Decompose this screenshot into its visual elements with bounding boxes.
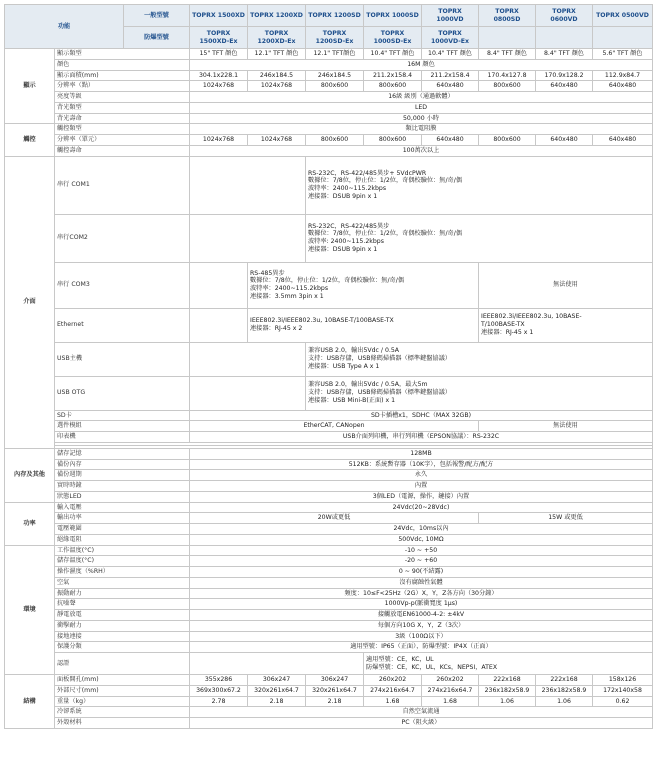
cell: 10.4" TFT 顏色 [422, 49, 479, 60]
spec-line: 數據位：7/8位，停止位：1/2位，奇偶校驗位：無/奇/偶 [308, 230, 463, 238]
cell: EtherCAT, CANopen [190, 421, 479, 432]
spec-line: 連接器：USB Mini-B(正面) x 1 [308, 396, 396, 404]
cell: 222x168 [479, 675, 536, 686]
item-label: 保護分類 [55, 642, 190, 653]
spec-line: 連接器：DSUB 9pin x 1 [308, 192, 378, 200]
struct-cutout-row [5, 675, 653, 686]
spacer [190, 342, 306, 376]
cell: 320x261x64.7 [248, 685, 306, 696]
spacer [190, 156, 306, 214]
item-label: 工作溫度(°C) [55, 545, 190, 556]
cell: 640x480 [536, 135, 593, 146]
ex-model-4: TOPRX 1000SD-Ex [364, 27, 422, 49]
cell: 306x247 [306, 675, 364, 686]
function-label: 功能 [5, 5, 124, 49]
cell: 自然空氣流通 [190, 707, 653, 718]
section-interface: 介面 [5, 156, 55, 448]
item-label: 靜電放電 [55, 610, 190, 621]
item-label: 儲存記憶 [55, 448, 190, 459]
item-label: SD卡 [55, 410, 190, 421]
cell: 100萬次以上 [190, 145, 653, 156]
cell: 369x300x67.2 [190, 685, 248, 696]
spec-line: 波特率：2400~115.2kbps [250, 285, 329, 292]
cell: 211.2x158.4 [422, 70, 479, 81]
cell: 800x600 [479, 81, 536, 92]
spec-line: 連接器：DSUB 9pin x 1 [308, 245, 378, 253]
cell: 1.68 [364, 696, 422, 707]
ex-model-5: TOPRX 1000VD-Ex [422, 27, 479, 49]
cell: PC（阻火級） [190, 718, 653, 729]
env-noise-row [5, 599, 653, 610]
cell: LED [190, 102, 653, 113]
model-2: TOPRX 1200XD [248, 5, 306, 27]
env-shock-row [5, 620, 653, 631]
display-color-row [5, 59, 653, 70]
item-label: 空氣 [55, 577, 190, 588]
item-label: 重量（kg） [55, 696, 190, 707]
cell: 274x216x64.7 [422, 685, 479, 696]
cell: 10.4" TFT 顏色 [364, 49, 422, 60]
display-type-row [5, 49, 653, 60]
item-label: 備份內存 [55, 459, 190, 470]
power-input-row [5, 502, 653, 513]
cell: 800x600 [306, 135, 364, 146]
item-label: 認證 [55, 653, 190, 675]
explosion-model-label: 防爆型號 [124, 27, 190, 49]
spec-line: IEEE802.3i/IEEE802.3u, 10BASE- [481, 313, 582, 321]
item-label: 分辨率（點） [55, 81, 190, 92]
cell: 800x600 [364, 81, 422, 92]
spec-line: 兼容USB 2.0，輸出5Vdc / 0.5A [308, 347, 400, 355]
cell: 355x286 [190, 675, 248, 686]
model-3: TOPRX 1200SD [306, 5, 364, 27]
cell: 260x202 [422, 675, 479, 686]
cell: 306x247 [248, 675, 306, 686]
cell: 5.6" TFT 顏色 [593, 49, 653, 60]
cell: 8.4" TFT 顏色 [536, 49, 593, 60]
spec-line: 連接器：USB Type A x 1 [308, 362, 380, 370]
cell: 222x168 [536, 675, 593, 686]
com3-row [5, 262, 653, 308]
item-label: 顯示類型 [55, 49, 190, 60]
touch-type-row [5, 124, 653, 135]
power-range-row [5, 524, 653, 535]
item-label: 絕緣電阻 [55, 534, 190, 545]
cell: 304.1x228.1 [190, 70, 248, 81]
cell: 1024x768 [248, 81, 306, 92]
com2-row [5, 214, 653, 262]
display-brightness-row [5, 92, 653, 103]
spec-line: 兼容USB 2.0，輸出5Vdc / 0.5A，最大5m [308, 381, 428, 389]
cell: 12.1" TFT顏色 [306, 49, 364, 60]
model-6: TOPRX 0800SD [479, 5, 536, 27]
fieldbus-row [5, 421, 653, 432]
item-label: 外殼材料 [55, 718, 190, 729]
spec-line: IEEE802.3i/IEEE802.3u, 10BASE-T/100BASE-TX [250, 317, 394, 325]
cell: 2.78 [190, 696, 248, 707]
spec-line: 防爆型號：CE，KC，UL，KCs，NEPSI，ATEX [366, 663, 498, 671]
cell: USB介面列印機，串行列印機（EPSON協議）：RS-232C [190, 432, 653, 443]
usb-host-spec [306, 342, 653, 376]
spec-line: 波特率：2400~115.2kbps [308, 185, 387, 192]
cell: 每個方向10G X，Y，Z（3次） [190, 620, 653, 631]
item-label: 輸出功率 [55, 513, 190, 524]
cell: 1024x768 [190, 135, 248, 146]
cell: 2.18 [248, 696, 306, 707]
com3-unavailable: 無法使用 [479, 262, 653, 308]
ethernet-row [5, 308, 653, 342]
section-power: 功率 [5, 502, 55, 545]
touch-resolution-row [5, 135, 653, 146]
cell: 永久 [190, 470, 653, 481]
cell: 內置 [190, 481, 653, 492]
item-label: 外部尺寸(mm) [55, 685, 190, 696]
ex-model-2: TOPRX 1200XD-Ex [248, 27, 306, 49]
com1-row [5, 156, 653, 214]
section-structure: 結構 [5, 675, 55, 729]
spec-line: RS-232C，RS-422/485異步 [308, 222, 390, 230]
cell: 2.18 [306, 696, 364, 707]
cell: 512KB：系統暫存器（10K字），包括報警/配方/配方 [190, 459, 653, 470]
item-label: 電壓範圍 [55, 524, 190, 535]
cell: 1000Vp-p(脈衝寬度 1μs) [190, 599, 653, 610]
ethernet-spec-b [479, 308, 653, 342]
cell: 15" TFT 顏色 [190, 49, 248, 60]
spacer [190, 214, 306, 262]
spec-line: 波特率: 2400~115.2kbps [308, 238, 384, 245]
cell: 1024x768 [190, 81, 248, 92]
spec-line: T/100BASE-TX [481, 321, 525, 329]
section-touch: 觸控 [5, 124, 55, 156]
cell: 沒有腐蝕性氣體 [190, 577, 653, 588]
cell: 50,000 小時 [190, 113, 653, 124]
ex-model-1: TOPRX 1500XD-Ex [190, 27, 248, 49]
cell: 1024x768 [248, 135, 306, 146]
printer-row [5, 432, 653, 443]
cell: 8.4" TFT 顏色 [479, 49, 536, 60]
spec-line: 數據位：7/8位，停止位：1/2位，奇偶校驗位：無/奇/偶 [250, 277, 405, 285]
item-label: 選件模組 [55, 421, 190, 432]
item-label: 分辨率（單元） [55, 135, 190, 146]
item-label: Ethernet [55, 308, 190, 342]
item-label: 背光類型 [55, 102, 190, 113]
env-vibration-row [5, 588, 653, 599]
storage-rtc-row [5, 481, 653, 492]
cell: 236x182x58.9 [479, 685, 536, 696]
storage-led-row [5, 491, 653, 502]
cell: 170.4x127.8 [479, 70, 536, 81]
cell: 24Vdc，10ms以內 [190, 524, 653, 535]
env-cert-row [5, 653, 653, 675]
struct-weight-row [5, 696, 653, 707]
spacer [190, 262, 248, 308]
storage-backup-row [5, 459, 653, 470]
struct-material-row [5, 718, 653, 729]
struct-outer-row [5, 685, 653, 696]
model-8: TOPRX 0500VD [593, 5, 653, 27]
header-row-general [5, 5, 653, 27]
item-label: 串行 COM1 [55, 156, 190, 214]
cell: 640x480 [422, 81, 479, 92]
cell: 1.06 [536, 696, 593, 707]
model-5: TOPRX 1000VD [422, 5, 479, 27]
item-label: USB主機 [55, 342, 190, 376]
cell: 246x184.5 [306, 70, 364, 81]
spacer [190, 308, 248, 342]
cell: 適用型號：IP65（正面），防爆型號：IP4X（正面） [190, 642, 653, 653]
cell: 20W或更低 [190, 513, 479, 524]
cell: 320x261x64.7 [306, 685, 364, 696]
item-label: 抗噪聲 [55, 599, 190, 610]
cell: 16級 級別（通過軟體） [190, 92, 653, 103]
cell: 246x184.5 [248, 70, 306, 81]
cell: 15W 或更低 [479, 513, 653, 524]
cell: 112.9x84.7 [593, 70, 653, 81]
model-1: TOPRX 1500XD [190, 5, 248, 27]
spec-line: 連接器：3.5mm 3pin x 1 [250, 292, 324, 300]
item-label: 接地連接 [55, 631, 190, 642]
item-label: 冷卻系統 [55, 707, 190, 718]
cell: 接觸放電EN61000-4-2: ±4kV [190, 610, 653, 621]
cell: 640x480 [422, 135, 479, 146]
section-storage: 內存及其他 [5, 448, 55, 502]
cell: 236x182x58.9 [536, 685, 593, 696]
env-humidity-row [5, 567, 653, 578]
com3-spec [248, 262, 479, 308]
power-output-row [5, 513, 653, 524]
spec-line: 連接器：RJ-45 x 1 [481, 328, 534, 336]
ethernet-spec-a [248, 308, 479, 342]
ex-model-3: TOPRX 1200SD-Ex [306, 27, 364, 49]
cell: 24Vdc(20~28Vdc) [190, 502, 653, 513]
cell: 1.06 [479, 696, 536, 707]
section-display: 顯示 [5, 49, 55, 124]
display-resolution-row [5, 81, 653, 92]
cell: 800x600 [364, 135, 422, 146]
cell: 158x126 [593, 675, 653, 686]
cell: 類比電阻膜 [190, 124, 653, 135]
item-label: 狀態LED [55, 491, 190, 502]
item-label: 面板開孔(mm) [55, 675, 190, 686]
env-esd-row [5, 610, 653, 621]
cell: 260x202 [364, 675, 422, 686]
storage-memory-row [5, 448, 653, 459]
ex-blank [593, 27, 653, 49]
spec-line: 連接器：RJ-45 x 2 [250, 325, 303, 332]
item-label: 觸控壽命 [55, 145, 190, 156]
item-label: 亮度等級 [55, 92, 190, 103]
usb-otg-row [5, 376, 653, 410]
item-label: 儲存溫度(°C) [55, 556, 190, 567]
cell: 16M 顏色 [190, 59, 653, 70]
item-label: 輸入電壓 [55, 502, 190, 513]
cell: 0 ~ 90(不結露) [190, 567, 653, 578]
env-protection-row [5, 642, 653, 653]
cell: SD卡插槽x1，SDHC（MAX 32GB) [190, 410, 653, 421]
struct-cooling-row [5, 707, 653, 718]
touch-life-row [5, 145, 653, 156]
item-label: 操作濕度（%RH） [55, 567, 190, 578]
spec-table [4, 4, 653, 729]
model-4: TOPRX 1000SD [364, 5, 422, 27]
power-insulation-row [5, 534, 653, 545]
item-label: 串行COM2 [55, 214, 190, 262]
cell: 211.2x158.4 [364, 70, 422, 81]
spec-line: 適用型號：CE，KC，UL [366, 655, 434, 663]
cell: 640x480 [593, 81, 653, 92]
ex-blank [536, 27, 593, 49]
item-label: 衝擊耐力 [55, 620, 190, 631]
cell: 800x600 [306, 81, 364, 92]
cell: -20 ~ +60 [190, 556, 653, 567]
item-label: 印表機 [55, 432, 190, 443]
cell: 12.1" TFT 顏色 [248, 49, 306, 60]
cell: 1.68 [422, 696, 479, 707]
sd-row [5, 410, 653, 421]
item-label: USB OTG [55, 376, 190, 410]
section-environment: 環境 [5, 545, 55, 675]
item-label: 觸控類型 [55, 124, 190, 135]
usb-otg-spec [306, 376, 653, 410]
item-label: 顏色 [55, 59, 190, 70]
spacer [190, 376, 306, 410]
item-label: 背光壽命 [55, 113, 190, 124]
cell: 170.9x128.2 [536, 70, 593, 81]
cell: 3個LED（電源，操作，鏈接）內置 [190, 491, 653, 502]
env-air-row [5, 577, 653, 588]
item-label: 顯示面積(mm) [55, 70, 190, 81]
item-label: 備份週期 [55, 470, 190, 481]
storage-cycle-row [5, 470, 653, 481]
cell: 640x480 [536, 81, 593, 92]
item-label: 串行 COM3 [55, 262, 190, 308]
ex-blank [479, 27, 536, 49]
model-7: TOPRX 0600VD [536, 5, 593, 27]
cell: 274x216x64.7 [364, 685, 422, 696]
spec-line: RS-485異步 [250, 269, 285, 277]
cell: 3級（100Ω以下） [190, 631, 653, 642]
display-backlight-row [5, 102, 653, 113]
com2-spec [306, 214, 653, 262]
cell: 頻度：10≤F<25Hz（2G）X，Y，Z各方向（30分鐘） [190, 588, 653, 599]
cell: 800x600 [479, 135, 536, 146]
spec-line: RS-232C，RS-422/485異步+ 5VdcPWR [308, 169, 427, 177]
spec-line: 支持：USB存儲，USB條碼掃描器（標準鍵盤協議） [308, 389, 451, 397]
item-label: 振動耐力 [55, 588, 190, 599]
env-optemp-row [5, 545, 653, 556]
cell: 172x140x58 [593, 685, 653, 696]
cell: 128MB [190, 448, 653, 459]
cell: 0.62 [593, 696, 653, 707]
cell: 640x480 [593, 135, 653, 146]
general-model-label: 一般型號 [124, 5, 190, 27]
cell: -10 ~ +50 [190, 545, 653, 556]
usb-host-row [5, 342, 653, 376]
spacer [190, 653, 364, 675]
cell: 500Vdc, 10MΩ [190, 534, 653, 545]
display-life-row [5, 113, 653, 124]
item-label: 實時時鐘 [55, 481, 190, 492]
display-area-row [5, 70, 653, 81]
spec-line: 支持：USB存儲，USB條碼掃描器（標準鍵盤協議） [308, 355, 451, 363]
fieldbus-unavailable: 無法使用 [479, 421, 653, 432]
cert-spec [364, 653, 653, 675]
com1-spec [306, 156, 653, 214]
spec-line: 數據位：7/8位，停止位：1/2位，奇偶校驗位：無/奇/偶 [308, 177, 463, 185]
env-storetemp-row [5, 556, 653, 567]
env-ground-row [5, 631, 653, 642]
